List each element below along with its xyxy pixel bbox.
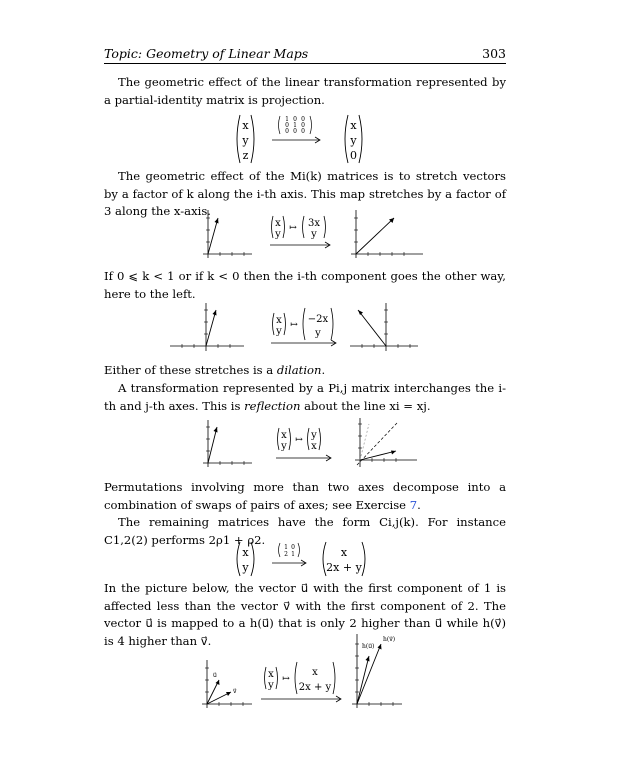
shear-m-codomain-x: x bbox=[340, 546, 348, 559]
header-rule bbox=[104, 63, 506, 64]
shear-m-domain-x: x bbox=[242, 546, 249, 559]
label-v: v⃗ bbox=[233, 688, 237, 695]
stretch-domain-vector bbox=[208, 218, 218, 254]
shear-to-x: x bbox=[312, 667, 318, 678]
reflection-to-x: x bbox=[311, 441, 317, 452]
paragraph-reflection: A transformation represented by a Pi,j matrix interchanges the i-th and j-th axes. This is reflection about the line xi = xj. bbox=[104, 381, 506, 413]
stretch-to-x: 3x bbox=[307, 218, 321, 229]
vector-h-v bbox=[357, 644, 381, 704]
reflection-domain-axes bbox=[203, 420, 252, 467]
term-dilation: dilation bbox=[276, 363, 322, 377]
proj-codomain-y: y bbox=[350, 134, 357, 147]
proj-m-12: 0 bbox=[293, 116, 297, 123]
proj-domain-y: y bbox=[242, 134, 249, 147]
shear-domain-axes bbox=[202, 660, 252, 708]
label-u: u⃗ bbox=[213, 672, 217, 679]
proj-codomain-x: x bbox=[350, 119, 357, 132]
shear-m-11: 1 bbox=[284, 544, 288, 551]
page-number: 303 bbox=[482, 46, 506, 61]
shear-m-domain-y: y bbox=[242, 561, 249, 574]
proj-m-22: 1 bbox=[293, 122, 297, 129]
proj-m-23: 0 bbox=[301, 122, 305, 129]
shear-from-y: y bbox=[268, 680, 274, 691]
shear-m-22: 1 bbox=[291, 551, 295, 558]
reflection-line bbox=[357, 423, 397, 465]
stretch-codomain-axes bbox=[351, 210, 423, 258]
reverse-domain-vector bbox=[206, 310, 216, 346]
figure-projection-matrix bbox=[232, 112, 372, 166]
shear-m-codomain-2x-y: 2x + y bbox=[326, 561, 362, 574]
reflection-original-vector bbox=[360, 424, 369, 460]
proj-m-21: 0 bbox=[285, 122, 289, 129]
label-h-v: h(v⃗) bbox=[383, 636, 396, 643]
svg-text:↦: ↦ bbox=[282, 674, 290, 684]
exercise-link[interactable]: 7 bbox=[409, 497, 418, 512]
stretch-domain-axes bbox=[203, 210, 252, 258]
stretch-from-x: x bbox=[275, 218, 281, 229]
shear-from-x: x bbox=[268, 669, 274, 680]
reflection-to-y: y bbox=[311, 430, 317, 441]
reflection-codomain-vector bbox=[360, 451, 396, 460]
paragraph-stretch: The geometric effect of the Mi(k) matrices is to stretch vectors by a factor of k along the i-th axis. This map stretches by a factor of 3 along the x-axis. bbox=[104, 169, 506, 218]
figure-reverse bbox=[170, 300, 420, 355]
svg-text:↦: ↦ bbox=[290, 320, 298, 330]
stretch-to-y: y bbox=[311, 229, 317, 240]
reverse-from-y: y bbox=[276, 326, 282, 337]
reverse-codomain-vector bbox=[358, 310, 386, 346]
stretch-from-y: y bbox=[275, 229, 281, 240]
proj-m-11: 1 bbox=[285, 116, 289, 123]
term-reflection: reflection bbox=[244, 398, 301, 413]
proj-codomain-0: 0 bbox=[350, 149, 357, 162]
figure-reflection bbox=[197, 415, 427, 470]
shear-m-21: 2 bbox=[284, 551, 288, 558]
figure-shear-matrix bbox=[232, 540, 372, 578]
reflection-from-x: x bbox=[281, 430, 287, 441]
proj-m-31: 0 bbox=[285, 128, 289, 135]
svg-text:↦: ↦ bbox=[289, 223, 297, 233]
reverse-to-y: y bbox=[315, 328, 321, 339]
proj-m-32: 0 bbox=[293, 128, 297, 135]
label-h-u: h(u⃗) bbox=[362, 643, 375, 650]
paragraph-dilation: Either of these stretches is a dilation. bbox=[104, 363, 326, 377]
paragraph-permutations: Permutations involving more than two axes decompose into a combination of swaps of pairs of axes; see Exercise 7. bbox=[104, 480, 506, 512]
svg-text:↦: ↦ bbox=[295, 435, 303, 445]
shear-m-12: 0 bbox=[291, 544, 295, 551]
proj-domain-x: x bbox=[242, 119, 249, 132]
reflection-from-y: y bbox=[281, 441, 287, 452]
paragraph-reverse: If 0 ⩽ k < 1 or if k < 0 then the i-th component goes the other way, here to the left. bbox=[104, 269, 506, 301]
shear-to-2x-y: 2x + y bbox=[298, 682, 332, 693]
reflection-domain-vector bbox=[208, 427, 217, 463]
figure-stretch bbox=[197, 205, 427, 260]
proj-m-33: 0 bbox=[301, 128, 305, 135]
running-header bbox=[104, 46, 506, 61]
paragraph-combination: The remaining matrices have the form Ci,j(k). For instance C1,2(2) performs 2ρ1 + ρ2. bbox=[104, 515, 506, 547]
proj-m-13: 0 bbox=[301, 116, 305, 123]
stretch-codomain-vector bbox=[356, 218, 394, 254]
header-title: Topic: Geometry of Linear Maps bbox=[104, 46, 309, 61]
figure-shear bbox=[197, 632, 427, 710]
reverse-from-x: x bbox=[276, 315, 282, 326]
proj-domain-z: z bbox=[242, 149, 249, 162]
paragraph-projection: The geometric effect of the linear transformation represented by a partial-identity matrix is projection. bbox=[104, 75, 506, 107]
paragraph-shear-explanation: In the picture below, the vector u⃗ with the first component of 1 is affected less than the vector v⃗ with the first component of 2. The vector u⃗ is mapped to a h(u⃗) that is only 2 higher than u⃗ while h(v⃗) is 4 higher than v⃗. bbox=[104, 581, 506, 648]
reverse-to-x: −2x bbox=[307, 314, 329, 325]
reflection-codomain-axes bbox=[355, 418, 417, 467]
